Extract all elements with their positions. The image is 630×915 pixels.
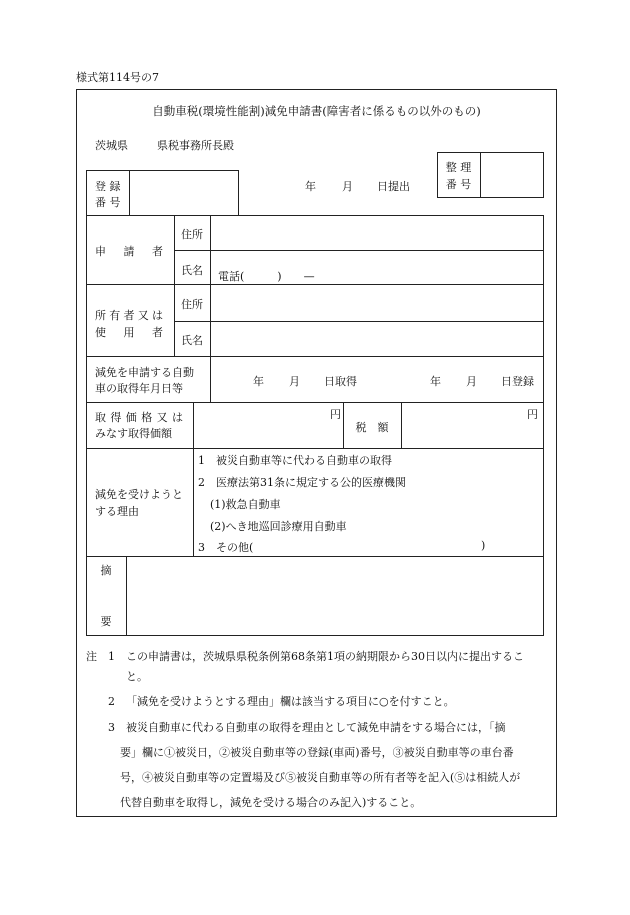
price-label-2: みなす取得価額 <box>95 427 172 440</box>
tax-label: 税 額 <box>355 421 389 434</box>
seiri-label-2: 番 号 <box>445 178 472 191</box>
note-3-number: 3 <box>108 721 115 734</box>
reason-item-3[interactable]: 3 その他( <box>198 541 254 554</box>
addressee-pref: 茨城県 <box>95 139 128 152</box>
remarks-label-top: 摘 <box>100 564 112 577</box>
form-number: 様式第114号の7 <box>76 71 159 84</box>
note-1-number: 1 <box>108 650 115 663</box>
seiri-label-1: 整 理 <box>445 161 472 174</box>
note-3-line-1: 被災自動車に代わる自動車の取得を理由として減免申請をする場合には，「摘 <box>126 721 506 734</box>
reason-item-2-1[interactable]: (1)救急自動車 <box>210 498 281 511</box>
applicant-phone[interactable]: 電話( ) — <box>218 270 315 283</box>
reason-item-2[interactable]: 2 医療法第31条に規定する公的医療機関 <box>198 476 406 489</box>
price-label-1: 取 得 価 格 又 は <box>95 411 183 424</box>
remarks-label-bottom: 要 <box>100 615 112 628</box>
acquire-label-1: 減免を申請する自動 <box>95 366 194 379</box>
acquire-year: 年 <box>253 375 264 388</box>
applicant-address-field[interactable] <box>211 216 543 250</box>
addressee-office: 県税事務所長殿 <box>157 139 234 152</box>
applicant-name-label: 氏名 <box>181 264 203 277</box>
owner-name-label: 氏名 <box>181 334 203 347</box>
note-1-line-2: と。 <box>126 670 148 683</box>
reason-item-2-2[interactable]: (2)へき地巡回診療用自動車 <box>210 520 347 533</box>
owner-address-label: 住所 <box>181 298 203 311</box>
owner-label-2: 使 用 者 <box>95 326 163 339</box>
submit-month: 月 <box>342 180 353 193</box>
note-2-line-1: 「減免を受けようとする理由」欄は該当する項目に○を付すこと。 <box>126 695 455 708</box>
note-2-number: 2 <box>108 695 115 708</box>
register-year: 年 <box>430 375 441 388</box>
note-3-line-2: 要」欄に①被災日，②被災自動車等の登録(車両)番号，③被災自動車等の車台番 <box>120 746 514 759</box>
touroku-label-2: 番 号 <box>95 196 121 209</box>
note-1-line-1: この申請書は，茨城県県税条例第68条第1項の納期限から30日以内に提出するこ <box>126 650 524 663</box>
acquire-label-2: 車の取得年月日等 <box>95 382 183 395</box>
note-3-line-4: 代替自動車を取得し，減免を受ける場合のみ記入)すること。 <box>120 796 422 809</box>
form-title: 自動車税(環境性能割)減免申請書(障害者に係るもの以外のもの) <box>152 104 481 118</box>
price-yen-unit: 円 <box>330 408 341 421</box>
seiri-number-field[interactable] <box>481 153 543 197</box>
reason-label-1: 減免を受けようと <box>95 488 183 501</box>
reason-label-2: する理由 <box>95 505 139 518</box>
note-3-line-3: 号，④被災自動車等の定置場及び⑤被災自動車等の所有者等を記入(⑤は相続人が <box>120 771 521 784</box>
register-day: 日登録 <box>501 375 534 388</box>
tax-yen-unit: 円 <box>527 408 538 421</box>
register-month: 月 <box>466 375 477 388</box>
submit-day: 日提出 <box>377 180 410 193</box>
applicant-address-label: 住所 <box>181 228 203 241</box>
owner-label-1: 所有者又は <box>95 309 163 322</box>
touroku-label-1: 登 録 <box>95 180 121 193</box>
applicant-label: 申 請 者 <box>95 245 163 258</box>
reason-item-3-close: ) <box>481 539 486 552</box>
owner-name-field[interactable] <box>211 322 543 355</box>
acquire-month: 月 <box>289 375 300 388</box>
reason-item-1[interactable]: 1 被災自動車等に代わる自動車の取得 <box>198 454 392 467</box>
notes-head: 注 <box>86 650 97 663</box>
submit-year: 年 <box>305 180 316 193</box>
acquire-day: 日取得 <box>324 375 357 388</box>
owner-address-field[interactable] <box>211 285 543 320</box>
touroku-number-field[interactable] <box>130 171 237 214</box>
remarks-field[interactable] <box>127 557 543 634</box>
